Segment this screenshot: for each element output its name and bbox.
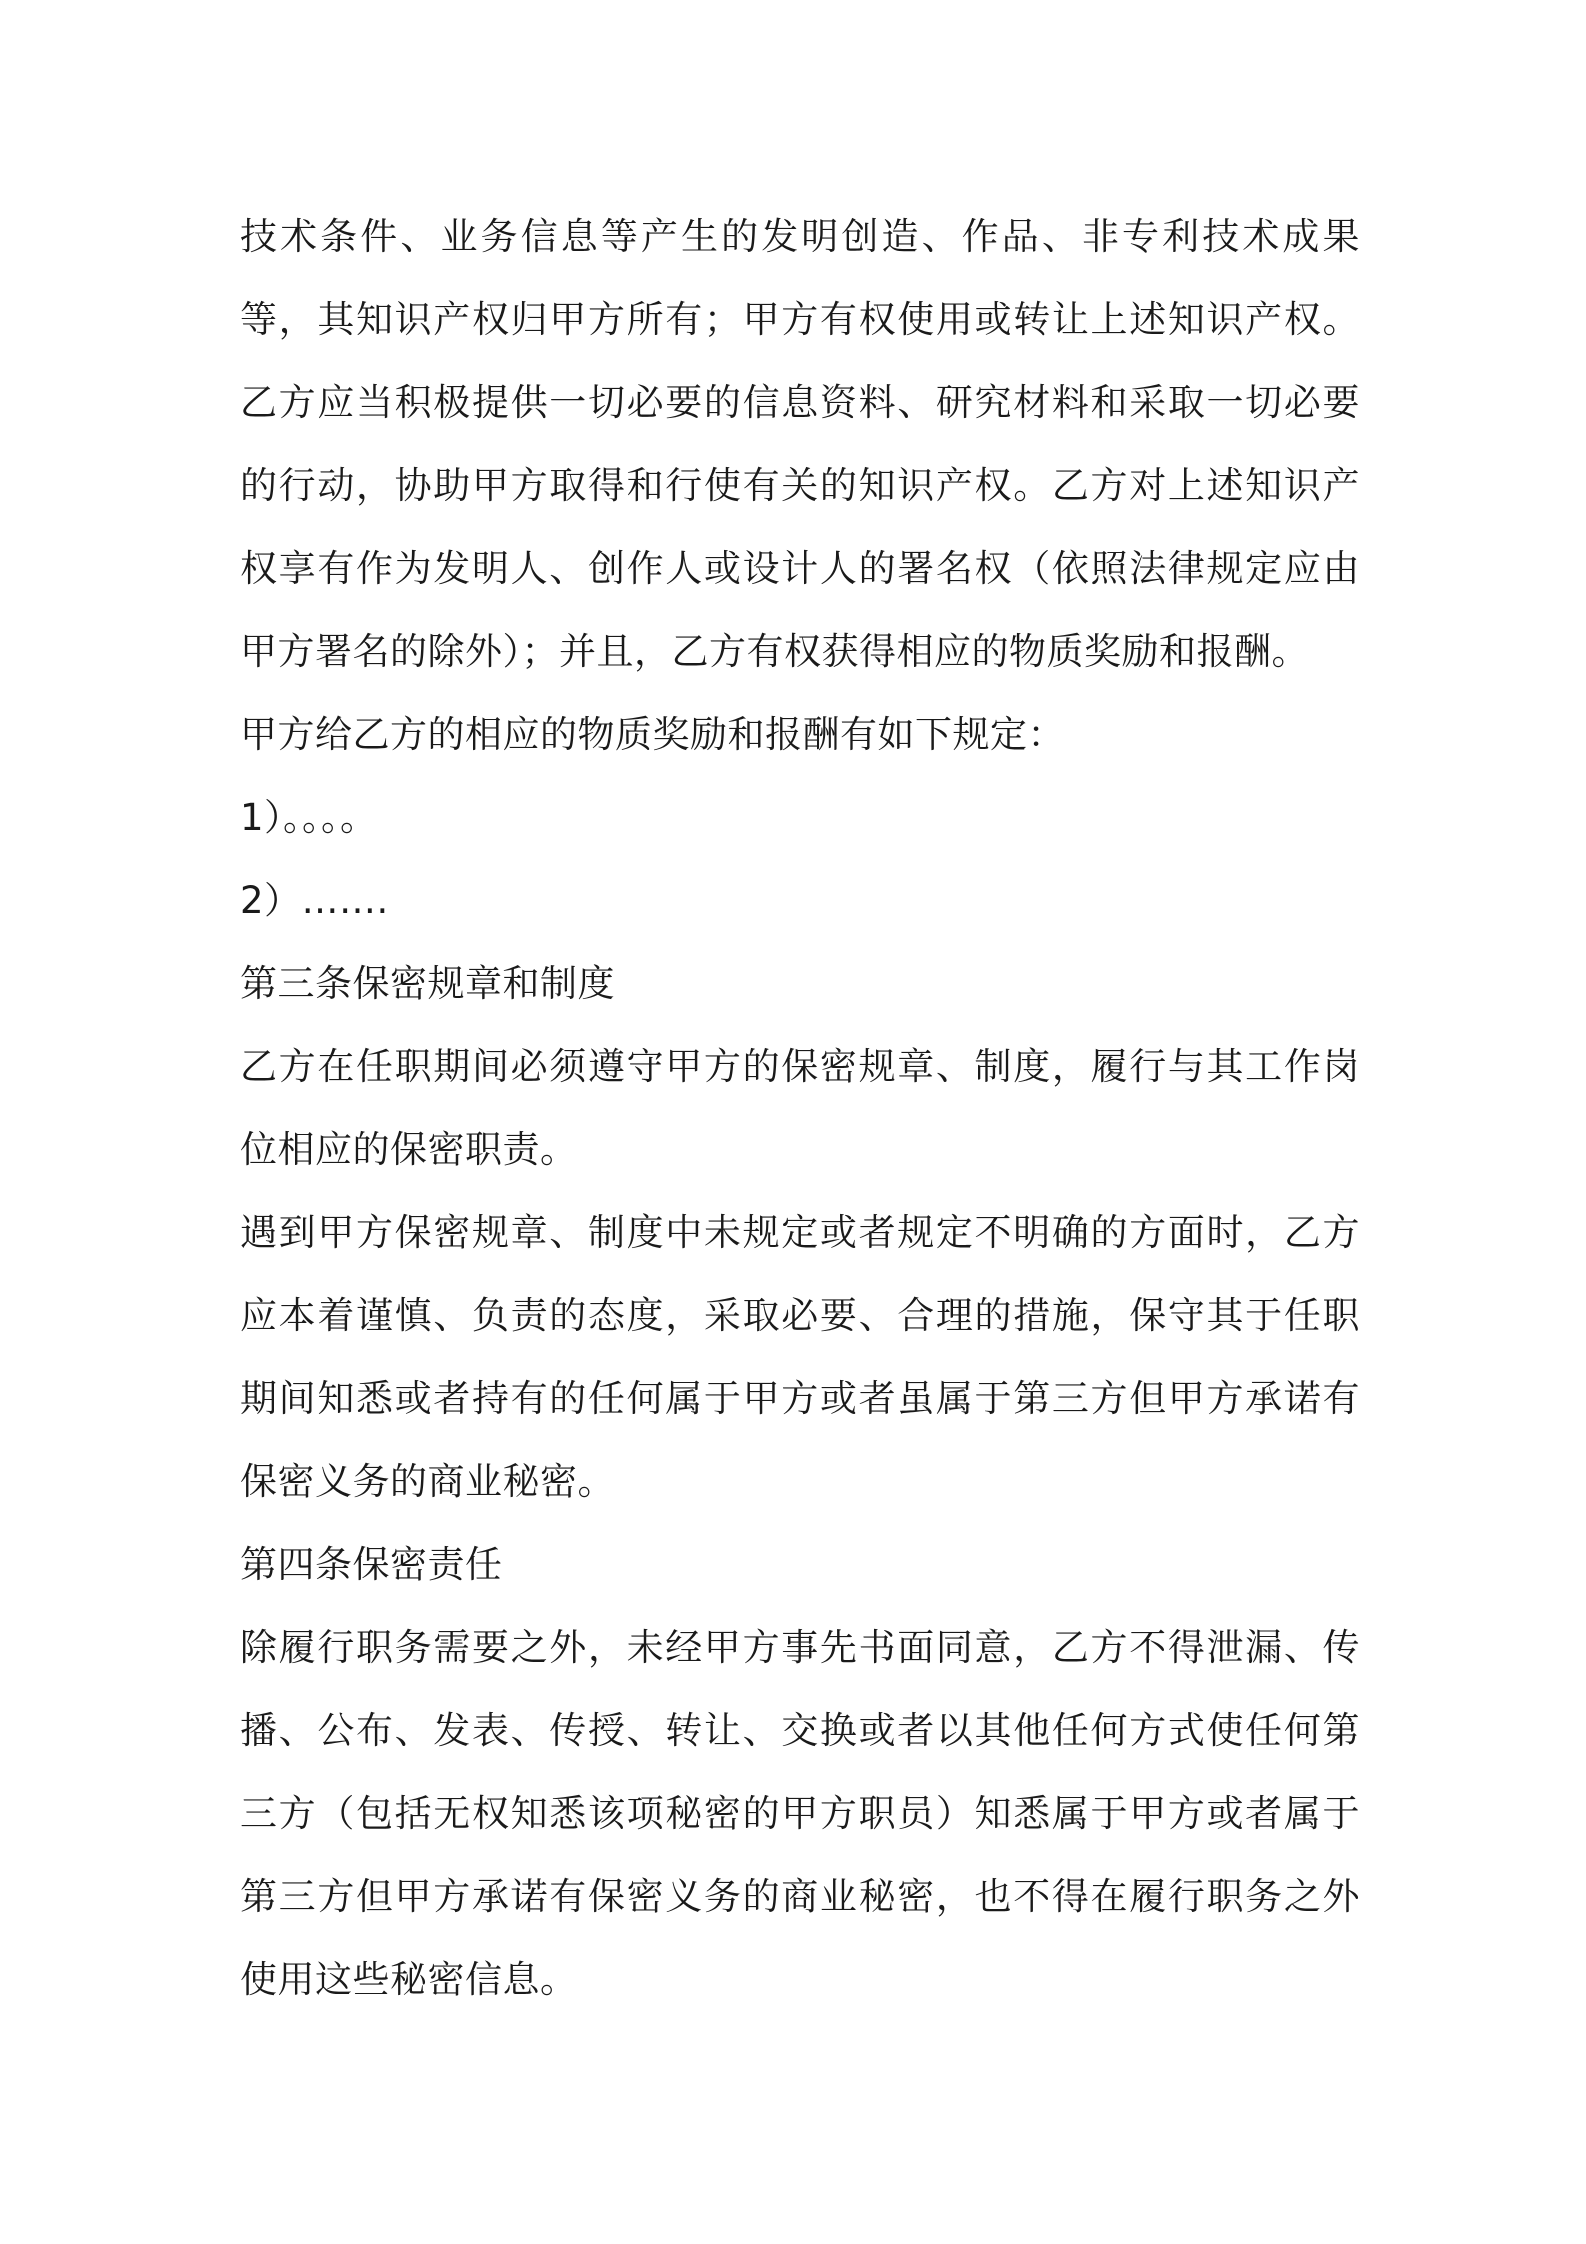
- list-item-2: 2）…….: [240, 879, 389, 922]
- document-body: [240, 195, 1360, 2021]
- paragraph-reward-rules: 甲方给乙方的相应的物质奖励和报酬有如下规定：: [240, 713, 1065, 756]
- paragraph-comply-rules: 乙方在任职期间必须遵守甲方的保密规章、制度，履行与其工作岗位相应的保密职责。: [240, 1045, 1360, 1171]
- paragraph-confidentiality-duty: 除履行职务需要之外，未经甲方事先书面同意，乙方不得泄漏、传播、公布、发表、传授、转让、交换或者以其他任何方式使任何第三方（包括无权知悉该项秘密的甲方职员）知悉属于甲方或者属于第三方但甲方承诺有保密义务的商业秘密，也不得在履行职务之外使用这些秘密信息。: [240, 1626, 1360, 2001]
- paragraph-unspecified-cases: 遇到甲方保密规章、制度中未规定或者规定不明确的方面时，乙方应本着谨慎、负责的态度，采取必要、合理的措施，保守其于任职期间知悉或者持有的任何属于甲方或者虽属于第三方但甲方承诺有保密义务的商业秘密。: [240, 1211, 1360, 1503]
- section-heading-article-3: 第三条保密规章和制度: [240, 962, 615, 1005]
- paragraph-ip-ownership: 技术条件、业务信息等产生的发明创造、作品、非专利技术成果等，其知识产权归甲方所有；甲方有权使用或转让上述知识产权。乙方应当积极提供一切必要的信息资料、研究材料和采取一切必要的行动，协助甲方取得和行使有关的知识产权。乙方对上述知识产权享有作为发明人、创作人或设计人的署名权（依照法律规定应由甲方署名的除外）；并且，乙方有权获得相应的物质奖励和报酬。: [240, 215, 1360, 673]
- section-heading-article-4: 第四条保密责任: [240, 1543, 503, 1586]
- list-item-1: 1）。。。。: [240, 796, 378, 839]
